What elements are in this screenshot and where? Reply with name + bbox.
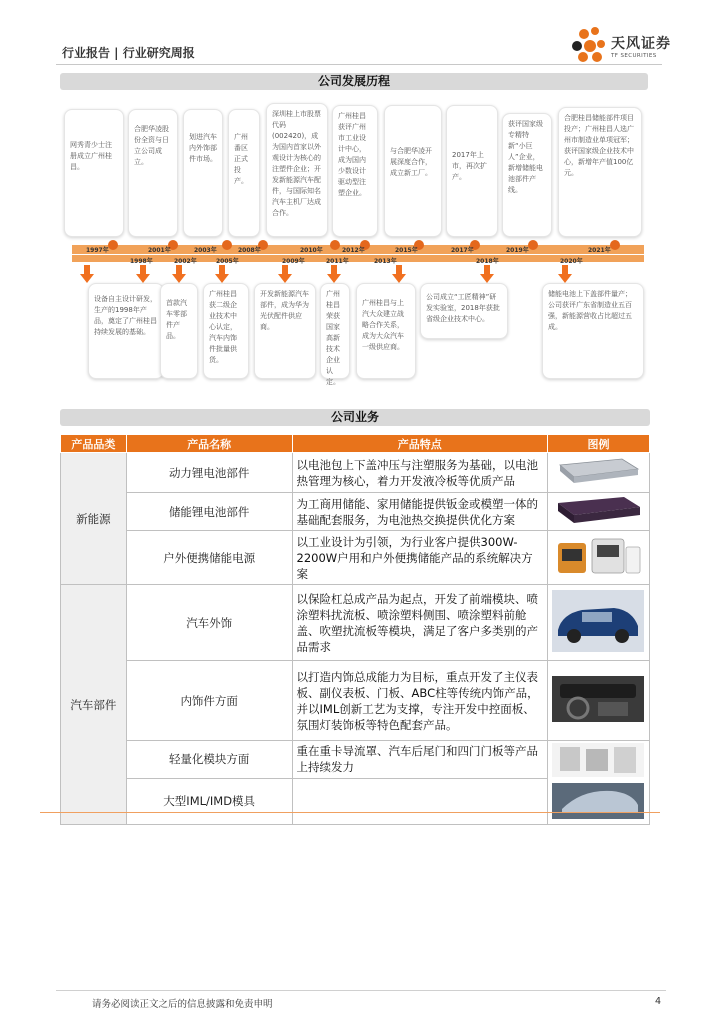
timeline-dot (330, 240, 340, 250)
year-label: 2001年 (148, 247, 171, 254)
footer-divider (56, 990, 666, 991)
product-name: 户外便携储能电源 (126, 531, 292, 585)
product-image (547, 585, 649, 661)
year-label: 2020年 (560, 258, 583, 265)
product-image (547, 661, 649, 741)
timeline-event: 广州桂昌与上汽大众建立战略合作关系，成为大众汽车一级供应商。 (356, 283, 416, 379)
car-exterior-image-icon (552, 590, 644, 652)
table-row (61, 661, 650, 741)
col-header: 产品名称 (126, 435, 292, 453)
product-name: 汽车外饰 (126, 585, 292, 661)
year-label: 2012年 (342, 247, 365, 254)
lightweight-module-image-icon (552, 743, 644, 819)
down-arrow-icon (392, 265, 406, 283)
timeline-event: 合肥华凌股份全资与日立公司成立。 (128, 109, 178, 237)
down-arrow-icon (172, 265, 186, 283)
product-image (547, 531, 649, 585)
header-divider (56, 64, 662, 65)
business-section-title: 公司业务 (60, 409, 650, 426)
table-row (61, 531, 650, 585)
product-feature: 以工业设计为引领，为行业客户提供300W-2200W户用和户外便携储能产品的系统解决方案 (292, 531, 547, 585)
history-timeline (62, 99, 652, 384)
product-name: 储能锂电池部件 (126, 493, 292, 531)
timeline-event: 广州番区正式投产。 (228, 109, 260, 237)
timeline-dot (222, 240, 232, 250)
year-label: 2002年 (174, 258, 197, 265)
product-feature: 以保险杠总成产品为起点，开发了前端模块、喷涂塑料扰流板、喷涂塑料侧围、喷涂塑料前舱盖、吹塑扰流板等模块，满足了客户多类别的产品需求 (292, 585, 547, 661)
timeline-event: 首款汽车零部件产品。 (160, 283, 198, 379)
battery-pack-image-icon (552, 455, 644, 487)
year-label: 2009年 (282, 258, 305, 265)
logo-subtext: TF SECURITIES (611, 53, 657, 59)
portable-power-station-image-icon (552, 533, 644, 579)
year-label: 2011年 (326, 258, 349, 265)
product-feature (292, 778, 547, 824)
timeline-event: 2017年上市，再次扩产。 (446, 105, 498, 237)
timeline-event: 广州桂昌获评广州市工业设计中心，成为国内少数设计驱动型注塑企业。 (332, 105, 378, 237)
product-feature: 重在重卡导流罩、汽车后尾门和四门门板等产品上持续发力 (292, 741, 547, 779)
product-name: 轻量化模块方面 (126, 741, 292, 779)
year-label: 2018年 (476, 258, 499, 265)
col-header: 图例 (547, 435, 649, 453)
down-arrow-icon (558, 265, 572, 283)
page-number: 4 (655, 996, 662, 1007)
year-label: 2010年 (300, 247, 323, 254)
timeline-dot (528, 240, 538, 250)
product-name: 内饰件方面 (126, 661, 292, 741)
down-arrow-icon (136, 265, 150, 283)
col-header: 产品品类 (61, 435, 127, 453)
energy-storage-image-icon (552, 495, 644, 525)
timeline-event: 设备自主设计研发，生产的1998年产品，奠定了广州桂昌持续发展的基础。 (88, 283, 164, 379)
down-arrow-icon (278, 265, 292, 283)
timeline-event: 合肥桂昌储能部件项目投产；广州桂昌人选广州市制造业单项冠军；获评国家级企业技术中心，新增年产值100亿元。 (558, 107, 642, 237)
product-feature: 为工商用储能、家用储能提供钣金或模塑一体的基础配套服务，为电池热交换提供优化方案 (292, 493, 547, 531)
year-label: 2019年 (506, 247, 529, 254)
down-arrow-icon (327, 265, 341, 283)
year-label: 2015年 (395, 247, 418, 254)
timeline-event: 划进汽车内外饰部件市场。 (183, 109, 223, 237)
business-table (60, 434, 650, 825)
table-row (61, 585, 650, 661)
timeline-dot (610, 240, 620, 250)
timeline-event: 开发新能源汽车部件，成为华为光伏配件供应商。 (254, 283, 316, 379)
history-section-title: 公司发展历程 (60, 73, 648, 90)
year-label: 2017年 (451, 247, 474, 254)
timeline-event: 广州桂昌荣获国家高新技术企业认定。 (320, 283, 350, 379)
timeline-event: 公司成立“工匠精神”研发实验室，2018年获批省级企业技术中心。 (420, 283, 508, 339)
year-label: 1998年 (130, 258, 153, 265)
product-image (547, 493, 649, 531)
product-name: 大型IML/IMD模具 (126, 778, 292, 824)
year-label: 2013年 (374, 258, 397, 265)
timeline-axis-bottom (72, 255, 644, 262)
category-cell: 新能源 (61, 453, 127, 585)
timeline-event: 储能电池上下盖部件量产；公司获评广东省制造业五百强，新能源营收占比超过五成。 (542, 283, 644, 379)
timeline-event: 获评国家级专精特新“小巨人”企业，新增储能电池部件产线。 (502, 113, 552, 237)
product-name: 动力锂电池部件 (126, 453, 292, 493)
timeline-event: 深圳桂上市股票代码(002420)，成为国内首家以外观设计为核心的注塑件企业；开发新能源汽车配件，与国际知名汽车主机厂达成合作。 (266, 103, 328, 237)
col-header: 产品特点 (292, 435, 547, 453)
product-feature: 以电池包上下盖冲压与注塑服务为基础，以电池热管理为核心，着力开发液冷板等优质产品 (292, 453, 547, 493)
timeline-dot (108, 240, 118, 250)
down-arrow-icon (480, 265, 494, 283)
product-feature: 以打造内饰总成能力为目标，重点开发了主仪表板、副仪表板、门板、ABC柱等传统内饰产品，并以IML创新工艺为支撑，专注开发中控面板、氛围灯装饰板等特色配套产品。 (292, 661, 547, 741)
year-label: 2003年 (194, 247, 217, 254)
down-arrow-icon (80, 265, 94, 283)
category-cell: 汽车部件 (61, 585, 127, 825)
timeline-event: 网秀青少士注册成立广州桂昌。 (64, 109, 124, 237)
year-label: 2008年 (238, 247, 261, 254)
section-divider (40, 812, 660, 813)
year-label: 2005年 (216, 258, 239, 265)
table-row (61, 741, 650, 779)
logo-text: 天风证券 (611, 36, 671, 52)
footer-disclaimer: 请务必阅读正文之后的信息披露和免责申明 (92, 999, 273, 1010)
product-image (547, 453, 649, 493)
timeline-event: 与合肥华凌开展深度合作，成立新工厂。 (384, 105, 442, 237)
year-label: 2021年 (588, 247, 611, 254)
table-row (61, 493, 650, 531)
table-row (61, 453, 650, 493)
car-interior-image-icon (552, 676, 644, 722)
timeline-event: 广州桂昌获二级企业技术中心认定，汽车内饰件批量供货。 (203, 283, 249, 379)
report-header-title: 行业报告 | 行业研究周报 (62, 46, 195, 60)
down-arrow-icon (215, 265, 229, 283)
year-label: 1997年 (86, 247, 109, 254)
